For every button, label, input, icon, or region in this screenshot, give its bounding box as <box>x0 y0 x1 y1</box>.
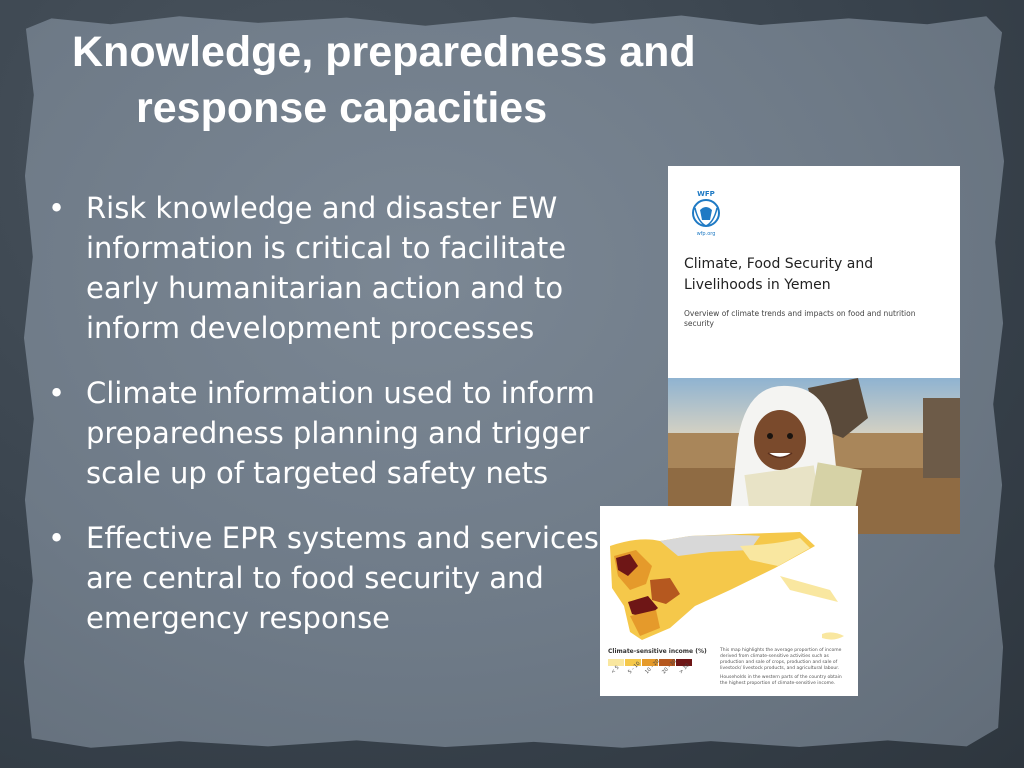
slide-title-line-2: response capacities <box>136 84 548 132</box>
bullet-item <box>48 373 608 493</box>
slide-title-line-1: Knowledge, preparedness and <box>72 28 696 76</box>
map-note-2: Households in the western parts of the country obtain the highest proportion of climate-sensitive income. <box>720 675 842 686</box>
wfp-logo-icon <box>686 188 726 238</box>
bullet-list <box>48 188 608 663</box>
legend-label: > 30 <box>678 662 691 676</box>
legend-label: 20 - 30 <box>661 658 678 676</box>
report-subtitle: Overview of climate trends and impacts on food and nutrition security <box>684 309 916 328</box>
bullet-glyph: • <box>48 521 66 555</box>
bullet-text: Climate information used to inform preparedness planning and trigger scale up of targeted safety nets <box>86 376 595 490</box>
report-title: Climate, Food Security and Livelihoods in Yemen <box>684 256 874 293</box>
bullet-item <box>48 518 608 638</box>
map-legend-title: Climate-sensitive income (%) <box>608 648 707 655</box>
legend-label: 5 - 10 <box>627 660 642 676</box>
bullet-text: Effective EPR systems and services are central to food security and emergency response <box>86 521 599 635</box>
legend-label: 10 - 20 <box>644 658 661 676</box>
report-cover-image <box>668 166 960 534</box>
yemen-map-graphic <box>600 506 858 646</box>
bullet-item <box>48 188 608 348</box>
logo-text: WFP <box>697 190 715 198</box>
bullet-glyph: • <box>48 376 66 410</box>
map-note <box>720 648 850 687</box>
map-note-1: This map highlights the average proportion of income derived from climate-sensitive activities such as production and sale of crops, production and sale of livestock/ livestock products, and agricultural labour. <box>720 648 842 671</box>
logo-url: wfp.org <box>696 231 716 237</box>
climate-income-map <box>600 506 858 696</box>
legend-label: < 5 <box>610 664 621 676</box>
slide-title <box>72 24 792 136</box>
bullet-glyph: • <box>48 191 66 225</box>
bullet-text: Risk knowledge and disaster EW information is critical to facilitate early humanitarian action and to inform development processes <box>86 191 567 345</box>
